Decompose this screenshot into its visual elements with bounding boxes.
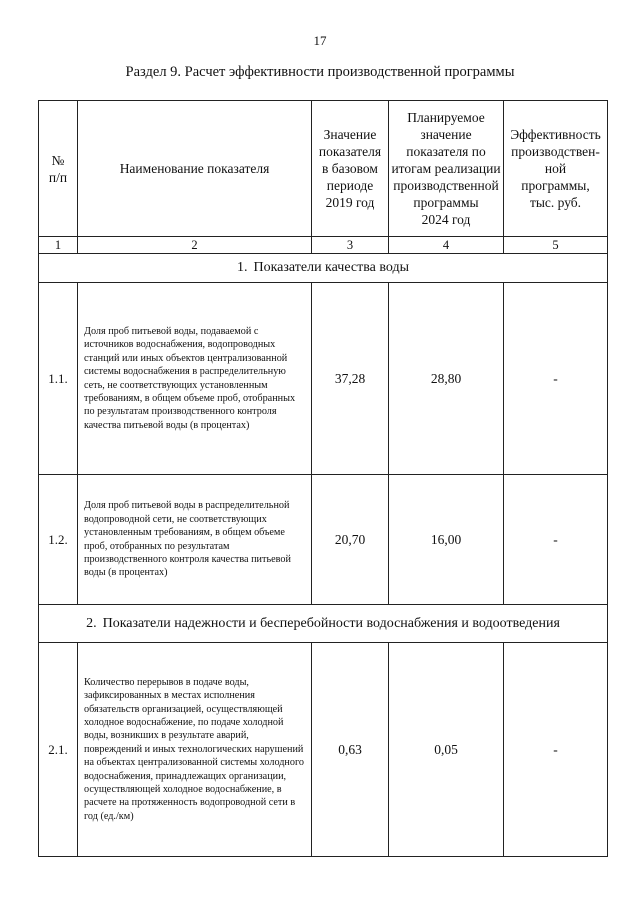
base-value: 37,28 bbox=[312, 283, 389, 475]
table-row bbox=[39, 643, 608, 857]
planned-value: 16,00 bbox=[389, 475, 504, 605]
col-number-5: 5 bbox=[504, 237, 608, 254]
efficiency-value: - bbox=[504, 475, 608, 605]
group-title: Показатели надежности и бесперебойности водоснабжения и водоотведения bbox=[102, 615, 560, 631]
col-number-4: 4 bbox=[389, 237, 504, 254]
group-title-cell bbox=[39, 254, 608, 283]
row-number: 1.2. bbox=[39, 475, 78, 605]
row-number: 2.1. bbox=[39, 643, 78, 857]
efficiency-table bbox=[38, 100, 608, 857]
col-number-3: 3 bbox=[312, 237, 389, 254]
planned-value: 0,05 bbox=[389, 643, 504, 857]
efficiency-value: - bbox=[504, 643, 608, 857]
header-effect: Эффективность производствен- ной программы, тыс. руб. bbox=[504, 101, 608, 237]
group-index: 2. bbox=[86, 615, 97, 631]
header-num: № п/п bbox=[39, 101, 78, 237]
planned-value: 28,80 bbox=[389, 283, 504, 475]
group-title: Показатели качества воды bbox=[253, 260, 410, 275]
group-index: 1. bbox=[236, 260, 248, 275]
group-header-1 bbox=[39, 254, 608, 283]
col-number-1: 1 bbox=[39, 237, 78, 254]
header-row bbox=[39, 101, 608, 237]
column-number-row bbox=[39, 237, 608, 254]
group-header-2 bbox=[39, 605, 608, 643]
indicator-name: Доля проб питьевой воды, подаваемой с источников водоснабжения, водопроводных станций или иных объектов централизованной системы водоснабжения в распределительную сеть, не соответствующих установленным требованиям, в общем объеме проб, отобранных по результатам производственного контроля качества питьевой воды (в процентах) bbox=[78, 283, 312, 475]
col-number-2: 2 bbox=[78, 237, 312, 254]
base-value: 20,70 bbox=[312, 475, 389, 605]
indicator-name: Доля проб питьевой воды в распределительной водопроводной сети, не соответствующих установленным требованиям, в общем объеме проб, отобранных по результатам производственного контроля качества питьевой воды (в процентах) bbox=[78, 475, 312, 605]
indicator-name: Количество перерывов в подаче воды, зафиксированных в местах исполнения обязательств организацией, осуществляющей холодное водоснабжение, по подаче холодной воды, возникших в результате аварий, повреждений и иных технологических нарушений на объектах централизованной системы холодного водоснабжения, принадлежащих организации, осуществляющей холодное водоснабжение, в расчете на протяженность водопроводной сети в год (ед./км) bbox=[78, 643, 312, 857]
efficiency-value: - bbox=[504, 283, 608, 475]
header-base: Значение показателя в базовом периоде 2019 год bbox=[312, 101, 389, 237]
base-value: 0,63 bbox=[312, 643, 389, 857]
row-number: 1.1. bbox=[39, 283, 78, 475]
page-number: 17 bbox=[313, 33, 327, 48]
header-name: Наименование показателя bbox=[78, 101, 312, 237]
section-title: Раздел 9. Расчет эффективности производственной программы bbox=[125, 64, 515, 80]
group-title-cell bbox=[39, 605, 608, 643]
table-row bbox=[39, 475, 608, 605]
header-planned: Планируемое значение показателя по итогам реализации производственной программы 2024 год bbox=[389, 101, 504, 237]
table-row bbox=[39, 283, 608, 475]
